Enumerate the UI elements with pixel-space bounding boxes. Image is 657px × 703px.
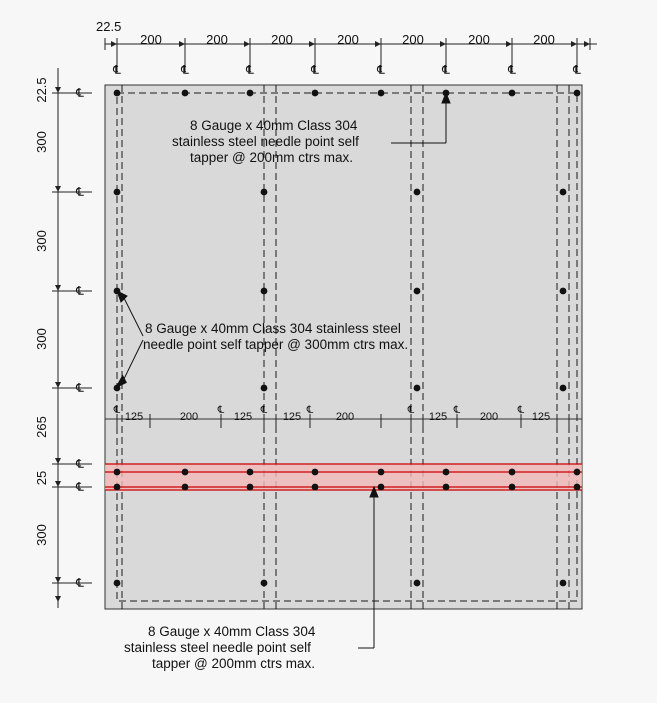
mid-dim-label: 125 bbox=[233, 411, 253, 423]
left-dim-label: 300 bbox=[34, 230, 49, 252]
centerline-symbol-icon: ℄ bbox=[113, 63, 121, 77]
centerline-symbol-icon: ℄ bbox=[442, 63, 450, 77]
left-dim-label: 25 bbox=[34, 470, 49, 486]
centerline-symbol-icon: ℄ bbox=[76, 381, 84, 395]
annotation-middle-line: needle point self tapper @ 300mm ctrs max. bbox=[143, 337, 409, 352]
centerline-symbol-icon: ℄ bbox=[407, 405, 415, 416]
annotation-bottom-line: tapper @ 200mm ctrs max. bbox=[152, 656, 316, 671]
centerline-symbol-icon: ℄ bbox=[517, 405, 525, 416]
centerline-symbol-icon: ℄ bbox=[306, 405, 314, 416]
annotation-top bbox=[172, 118, 359, 165]
annotation-bottom-line: stainless steel needle point self bbox=[124, 640, 311, 655]
annotation-top-line: tapper @ 200mm ctrs max. bbox=[190, 150, 354, 165]
annotation-bottom-line: 8 Gauge x 40mm Class 304 bbox=[148, 624, 316, 639]
centerline-symbol-icon: ℄ bbox=[76, 86, 84, 100]
centerline-symbol-icon: ℄ bbox=[217, 405, 225, 416]
centerline-symbol-icon: ℄ bbox=[181, 63, 189, 77]
centerline-symbol-icon: ℄ bbox=[246, 63, 254, 77]
centerline-symbol-icon: ℄ bbox=[76, 576, 84, 590]
mid-dim-label: 125 bbox=[428, 411, 448, 423]
annotation-middle-line: 8 Gauge x 40mm Class 304 stainless steel bbox=[145, 321, 401, 336]
centerline-symbol-icon: ℄ bbox=[76, 284, 84, 298]
top-dim-label: 200 bbox=[206, 32, 228, 47]
top-dim-label: 200 bbox=[337, 32, 359, 47]
centerline-symbol-icon: ℄ bbox=[76, 185, 84, 199]
left-dim-label: 300 bbox=[34, 328, 49, 350]
centerline-symbol-icon: ℄ bbox=[76, 457, 84, 471]
left-dim-first-label: 22.5 bbox=[34, 77, 49, 103]
centerline-symbol-icon: ℄ bbox=[573, 63, 581, 77]
top-dim-label: 200 bbox=[271, 32, 293, 47]
centerline-symbol-icon: ℄ bbox=[260, 405, 268, 416]
annotation-bottom bbox=[124, 624, 316, 671]
top-centerline-symbols bbox=[112, 63, 581, 77]
left-dim-label: 300 bbox=[34, 524, 49, 546]
mid-dim-label: 125 bbox=[124, 411, 144, 423]
top-dim-label: 200 bbox=[533, 32, 555, 47]
left-dim-label: 265 bbox=[34, 416, 49, 438]
top-dim-label: 200 bbox=[140, 32, 162, 47]
left-centerline-symbols bbox=[75, 86, 84, 590]
centerline-symbol-icon: ℄ bbox=[311, 63, 319, 77]
annotation-middle bbox=[143, 321, 408, 352]
mid-dim-label: 200 bbox=[179, 411, 199, 423]
centerline-symbol-icon: ℄ bbox=[76, 480, 84, 494]
top-dim-label: 200 bbox=[468, 32, 490, 47]
centerline-symbol-icon: ℄ bbox=[508, 63, 516, 77]
annotation-top-line: stainless steel needle point self bbox=[172, 134, 359, 149]
mid-dim-labels bbox=[125, 411, 550, 423]
mid-dim-label: 200 bbox=[479, 411, 499, 423]
top-dim-first-label: 22.5 bbox=[96, 19, 122, 34]
annotation-top-line: 8 Gauge x 40mm Class 304 bbox=[190, 118, 358, 133]
left-dim-label: 300 bbox=[34, 131, 49, 153]
mid-dim-label: 125 bbox=[531, 411, 551, 423]
mid-dim-label: 125 bbox=[282, 411, 302, 423]
centerline-symbol-icon: ℄ bbox=[113, 405, 121, 416]
left-dimension-line bbox=[52, 68, 92, 608]
top-dim-label: 200 bbox=[402, 32, 424, 47]
centerline-symbol-icon: ℄ bbox=[377, 63, 385, 77]
centerline-symbol-icon: ℄ bbox=[453, 405, 461, 416]
mid-dim-label: 200 bbox=[335, 411, 355, 423]
